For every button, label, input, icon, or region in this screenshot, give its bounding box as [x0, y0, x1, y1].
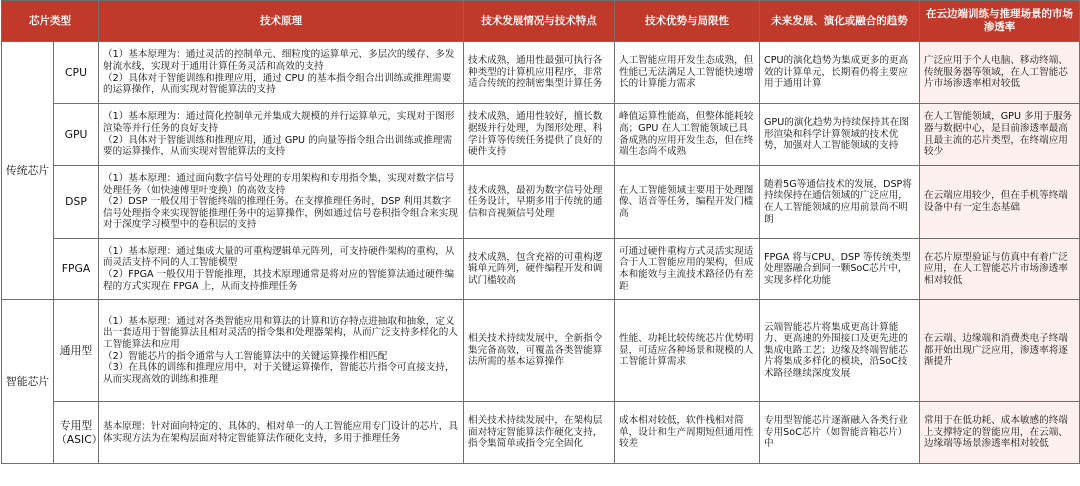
table-row: [2, 239, 1080, 300]
advantage-cell: 性能、功耗比较传统芯片优势明显，可适应各种场景和规模的人工智能计算需求: [615, 300, 760, 402]
advantage-cell: 峰值运算性能高，但整体能耗较高；GPU 在人工智能领域已具备成熟的应用开发生态，但在终端生态尚不成熟: [615, 104, 760, 166]
development-cell: 相关技术持续发展中，在架构层面对特定智能算法作硬化支持，指令集简单或指令完全固化: [464, 402, 615, 464]
principle-cell: [99, 300, 464, 402]
header-market: 在云边端训练与推理场景的市场渗透率: [920, 1, 1080, 42]
principle-line: 基本原理：针对面向特定的、具体的、相对单一的人工智能应用专门设计的芯片，具体实现方法为在架构层面对特定智能算法作硬化支持，多用于推理任务: [103, 420, 458, 444]
advantage-cell: 人工智能应用开发生态成熟，但性能已无法满足人工智能快速增长的计算能力需求: [615, 42, 760, 104]
trend-cell: FPGA 将与CPU、DSP 等传统类型处理器融合到同一颗SoC芯片中，实现多样化功能: [760, 239, 920, 300]
principle-line: （2）FPGA 一般仅用于智能推理，其技术原理通常是将对应的智能算法通过硬件编程的方式实现在 FPGA 上，从而支持推理任务: [103, 269, 455, 292]
market-cell: 在云端、边缘端和消费类电子终端都开始出现广泛应用，渗透率将逐渐提升: [920, 300, 1080, 402]
trend-cell: GPU的演化趋势为持续保持其在图形渲染和科学计算领域的技术优势，加强对人工智能领域的支持: [760, 104, 920, 166]
market-cell: 在芯片原型验证与仿真中有着广泛应用，在人工智能芯片市场渗透率相对较低: [920, 239, 1080, 300]
group-label-intelligent: 智能芯片: [2, 300, 54, 464]
advantage-cell: 可通过硬件重构方式灵活实现适合于人工智能应用的架构，但成本和能效与主流技术路径仍有差距: [615, 239, 760, 300]
table-row: [2, 402, 1080, 464]
table-row: [2, 166, 1080, 239]
principle-cell: [99, 239, 464, 300]
table-row: [2, 104, 1080, 166]
principle-line: （2）具体对于智能训练和推理应用，通过 GPU 的向量等指令组合出训练或推理需要的运算操作，从而实现对智能算法的支持: [103, 134, 453, 158]
group-label-traditional: 传统芯片: [2, 42, 54, 300]
table-row: [2, 42, 1080, 104]
header-development: 技术发展情况与技术特点: [464, 1, 615, 42]
chip-type-cell: DSP: [54, 166, 99, 239]
development-cell: 技术成熟，包含充裕的可重构逻辑单元阵列，硬件编程开发和调试门槛较高: [464, 239, 615, 300]
market-cell: 在人工智能领域，GPU 多用于服务器与数据中心，是目前渗透率最高且最主流的芯片类型，在终端应用较少: [920, 104, 1080, 166]
principle-line: （2）具体对于智能训练和推理应用，通过 CPU 的基本指令组合出训练或推理需要的运算操作，从而实现对智能算法的支持: [103, 72, 452, 96]
principle-line: （2）DSP 一般仅用于智能终端的推理任务。在支撑推理任务时，DSP 利用其数字信号处理指令来实现智能推理任务中的运算操作，例如通过信号卷积指令组合来实现对于深度学习模型中的卷积层的支持: [103, 196, 458, 231]
chip-type-cell: FPGA: [54, 239, 99, 300]
trend-cell: CPU的演化趋势为集成更多的更高效的计算单元，长期看仍将主要应用于通用计算: [760, 42, 920, 104]
trend-cell: 随着5G等通信技术的发展，DSP将持续保持在通信领域的广泛应用，在人工智能领域的应用前景尚不明朗: [760, 166, 920, 239]
principle-cell: [99, 166, 464, 239]
principle-cell: [99, 104, 464, 166]
development-cell: 技术成熟，最初为数字信号处理任务设计，早期多用于传统的通信和音视频信号处理: [464, 166, 615, 239]
advantage-cell: 在人工智能领域主要用于处理图像、语音等任务，编程开发门槛高: [615, 166, 760, 239]
advantage-cell: 成本相对较低，软件栈相对简单，设计和生产周期短但通用性较差: [615, 402, 760, 464]
market-cell: 常用于在低功耗、成本敏感的终端上支撑特定的智能应用，在云端、边缘端等场景渗透率相对较低: [920, 402, 1080, 464]
principle-line: （1）基本原理为：通过灵活的控制单元、细粒度的运算单元、多层次的缓存、多发射流水线，实现对于通用计算任务灵活和高效的支持: [103, 49, 455, 72]
chip-type-cell: CPU: [54, 42, 99, 104]
principle-line: （2）智能芯片的指令通常与人工智能算法中的关键运算操作相匹配: [103, 350, 388, 362]
principle-line: （3）在具体的训练和推理应用中，对于关键运算操作，智能芯片指令可直接支持，从而实现高效的训练和推理: [103, 362, 455, 385]
chip-type-cell: 通用型: [54, 300, 99, 402]
development-cell: 技术成熟，通用性较好，擅长数据级并行处理，为图形处理、科学计算等传统任务提供了良好的硬件支持: [464, 104, 615, 166]
development-cell: 技术成熟，通用性最强可执行各种类型的计算机应用程序，非常适合传统的控制密集型计算任务: [464, 42, 615, 104]
header-row: [2, 1, 1080, 42]
header-trend: 未来发展、演化或融合的趋势: [760, 1, 920, 42]
principle-cell: [99, 42, 464, 104]
header-advantage: 技术优势与局限性: [615, 1, 760, 42]
development-cell: 相关技术持续发展中，全新指令集完备高效，可覆盖各类智能算法所需的基本运算操作: [464, 300, 615, 402]
header-chip-type: 芯片类型: [2, 1, 99, 42]
trend-cell: 专用型智能芯片逐渐融入各类行业专用SoC芯片（如智能音箱芯片）中: [760, 402, 920, 464]
comparison-table: [1, 0, 1080, 464]
chip-type-cell: GPU: [54, 104, 99, 166]
principle-cell: [99, 402, 464, 464]
header-principle: 技术原理: [99, 1, 464, 42]
chip-type-cell: 专用型（ASIC）: [54, 402, 99, 464]
market-cell: 广泛应用于个人电脑、移动终端、传统服务器等领域，在人工智能芯片市场渗透率相对较低: [920, 42, 1080, 104]
principle-line: （1）基本原理为：通过简化控制单元并集成大规模的并行运算单元，实现对于图形渲染等并行任务的良好支持: [103, 111, 455, 134]
principle-line: （1）基本原理：通过面向数字信号处理的专用架构和专用指令集，实现对数字信号处理任务（如快速傅里叶变换）的高效支持: [103, 173, 455, 196]
trend-cell: 云端智能芯片将集成更高计算能力、更高速的外围接口及更先进的集成电路工艺；边缘及终端智能芯片将集成多样化的模块，沿SoC技术路径继续深度发展: [760, 300, 920, 402]
principle-line: （1）基本原理：通过集成大量的可重构逻辑单元阵列，可支持硬件架构的重构，从而灵活支持不同的人工智能模型: [103, 245, 455, 269]
market-cell: 在云端应用较少，但在手机等终端设备中有一定生态基础: [920, 166, 1080, 239]
table-row: [2, 300, 1080, 402]
principle-line: （1）基本原理：通过对各类智能应用和算法的计算和访存特点进抽取和抽象，定义出一套适用于智能算法且相对灵活的指令集和处理器架构，从而广泛支持多样化的人工智能算法和应用: [103, 315, 458, 350]
